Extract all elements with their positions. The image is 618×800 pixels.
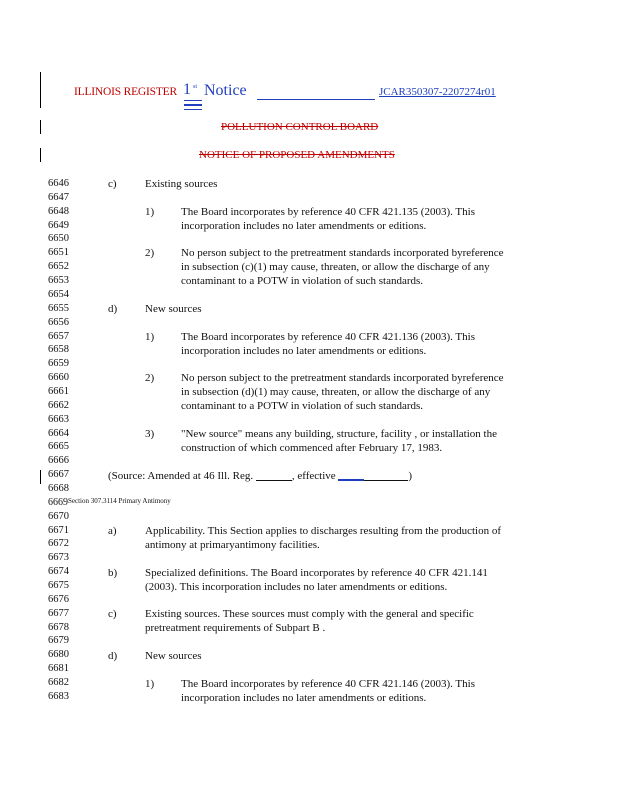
body-text: No person subject to the pretreatment standards incorporated byreference [181,372,504,384]
jcar-code: JCAR350307-2207274r01 [379,86,496,98]
body-text: incorporation includes no later amendments or editions. [181,345,427,357]
body-text: No person subject to the pretreatment standards incorporated byreference [181,247,504,259]
body-text: construction of which commenced after February 17, 1983. [181,442,443,454]
body-text: "New source" means any building, structure, facility , or installation the [181,428,497,440]
line-number: 6666 [48,455,69,467]
line-number: 6672 [48,538,69,550]
line-number: 6654 [48,288,69,300]
body-text: Specialized definitions. The Board incorporates by reference 40 CFR 421.141 [145,567,488,579]
line-number: 6675 [48,579,69,591]
line-number: 6660 [48,372,69,383]
body-text: The Board incorporates by reference 40 CFR 421.135 (2003). This [181,206,475,218]
line-number: 6678 [48,621,69,633]
body-text: The Board incorporates by reference 40 CFR 421.136 (2003). This [181,331,475,343]
body-text: Applicability. This Section applies to discharges resulting from the production of [145,525,502,537]
change-bar-notice [40,148,41,162]
line-number: 6682 [48,677,69,688]
body-text: pretreatment requirements of Subpart B . [145,622,326,634]
line-number: 6661 [48,385,69,397]
line-number: 6659 [48,358,69,370]
notice-label: Notice [204,82,247,99]
register-blank [256,470,292,481]
body-text: antimony at primaryantimony facilities. [145,539,320,551]
notice-number: 1 [183,81,191,98]
line-number: 6681 [48,663,69,675]
subsection-label: d) [108,303,118,315]
subsection-title: Existing sources [145,178,218,190]
source-close: ) [408,470,413,482]
change-bar-board [40,120,41,134]
line-number: 6651 [48,247,69,259]
body-text: incorporation includes no later amendments or editions. [181,220,427,232]
change-bar-header [40,72,41,108]
line-number: 6665 [48,441,69,453]
header-double-underline-2 [184,105,202,110]
effective-date-blank [338,470,408,481]
line-number: 6658 [48,344,69,356]
register-title: ILLINOIS REGISTER [74,86,177,98]
line-number: 6662 [48,399,69,411]
line-number: 6676 [48,593,69,605]
body-text: in subsection (c)(1) may cause, threaten, or allow the discharge of any [181,261,490,273]
line-number: 6669 [48,496,68,508]
line-number: 6671 [48,524,69,536]
line-number: 6650 [48,233,69,245]
line-number: 6673 [48,552,69,564]
source-note [108,469,412,483]
line-number: 6653 [48,275,69,286]
body-text: contaminant to a POTW in violation of such standards. [181,275,424,287]
item-number: 3) [145,428,155,440]
item-number: 2) [145,247,155,259]
line-number: 6667 [48,469,69,481]
notice-title: NOTICE OF PROPOSED AMENDMENTS [199,149,395,161]
body-text: contaminant to a POTW in violation of such standards. [181,400,424,412]
line-number: 6657 [48,330,69,342]
subsection-label: c) [108,178,117,190]
line-number: 6648 [48,205,69,217]
line-number: 6646 [48,178,69,189]
line-number: 6647 [48,191,69,203]
header-rule [257,99,375,100]
subsection-label: b) [108,567,118,579]
item-number: 1) [145,678,155,690]
item-number: 1) [145,331,155,343]
item-number: 1) [145,206,155,218]
source-note-text: (Source: Amended at 46 Ill. Reg. [108,470,254,482]
line-number: 6668 [48,482,69,494]
line-number: 6683 [48,690,69,702]
notice-number-suffix: st [193,84,198,90]
item-number: 2) [145,372,155,384]
body-text: in subsection (d)(1) may cause, threaten, or allow the discharge of any [181,386,491,398]
line-number: 6663 [48,413,69,425]
body-text: Existing sources. These sources must comply with the general and specific [145,608,474,620]
body-text: (2003). This incorporation includes no later amendments or editions. [145,581,448,593]
line-number: 6664 [48,427,69,439]
board-title: POLLUTION CONTROL BOARD [221,121,379,133]
line-number: 6655 [48,302,69,314]
source-effective-text: , effective [291,470,336,482]
body-text: incorporation includes no later amendments or editions. [181,692,427,704]
change-bar-source [40,470,41,484]
line-number: 6670 [48,510,69,522]
line-number: 6652 [48,261,69,273]
section-heading: Section 307.3114 Primary Antimony [68,497,171,505]
subsection-label: d) [108,650,118,662]
line-number: 6674 [48,566,69,578]
line-number: 6679 [48,635,69,647]
subsection-title: New sources [145,303,202,315]
body-text: The Board incorporates by reference 40 CFR 421.146 (2003). This [181,678,475,690]
line-number: 6656 [48,316,69,328]
line-number: 6677 [48,607,69,619]
subsection-title: New sources [145,650,202,662]
subsection-label: c) [108,608,117,620]
subsection-label: a) [108,525,117,537]
line-number: 6649 [48,219,69,231]
line-number: 6680 [48,649,69,661]
